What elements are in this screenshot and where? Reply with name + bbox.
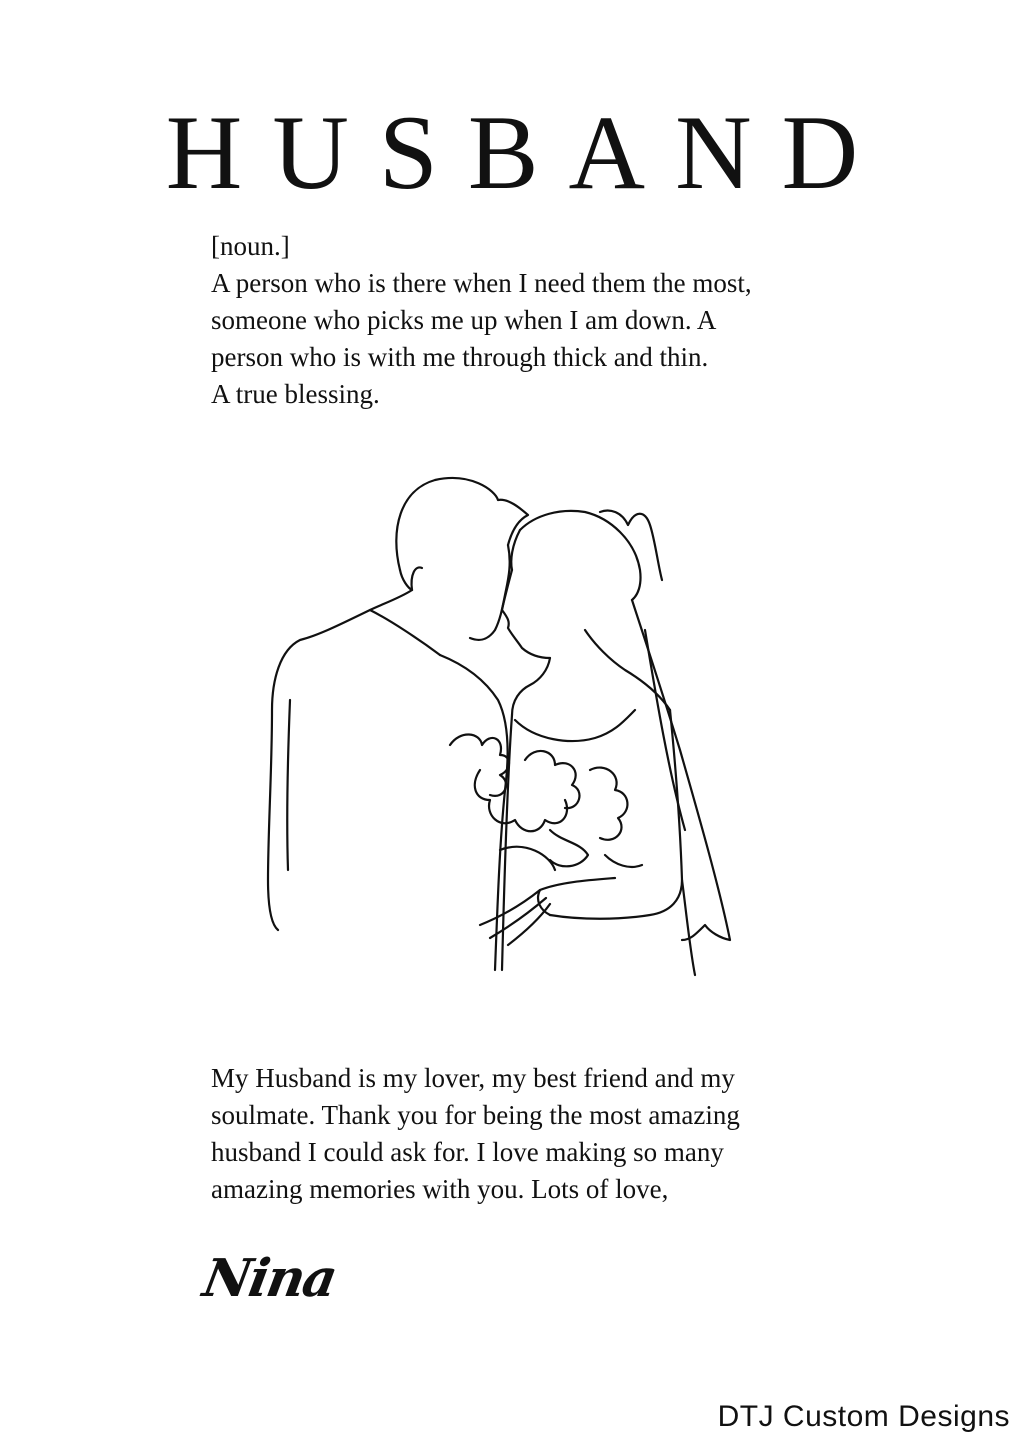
couple-line-art-icon — [250, 470, 790, 990]
signature: Nina — [198, 1248, 341, 1309]
definition-line: A person who is there when I need them the most, — [211, 268, 752, 298]
definition-block — [211, 228, 851, 413]
message-line: My Husband is my lover, my best friend and my — [211, 1063, 735, 1093]
brand-credit: DTJ Custom Designs — [717, 1400, 1010, 1433]
definition-line: person who is with me through thick and thin. — [211, 342, 709, 372]
message-line: soulmate. Thank you for being the most amazing — [211, 1100, 740, 1130]
message-line: husband I could ask for. I love making so many — [211, 1137, 724, 1167]
definition-line: A true blessing. — [211, 379, 380, 409]
message-line: amazing memories with you. Lots of love, — [211, 1174, 669, 1204]
message-block — [211, 1060, 851, 1208]
page-title: HUSBAND — [165, 94, 889, 211]
part-of-speech: [noun.] — [211, 231, 290, 261]
definition-line: someone who picks me up when I am down. A — [211, 305, 717, 335]
